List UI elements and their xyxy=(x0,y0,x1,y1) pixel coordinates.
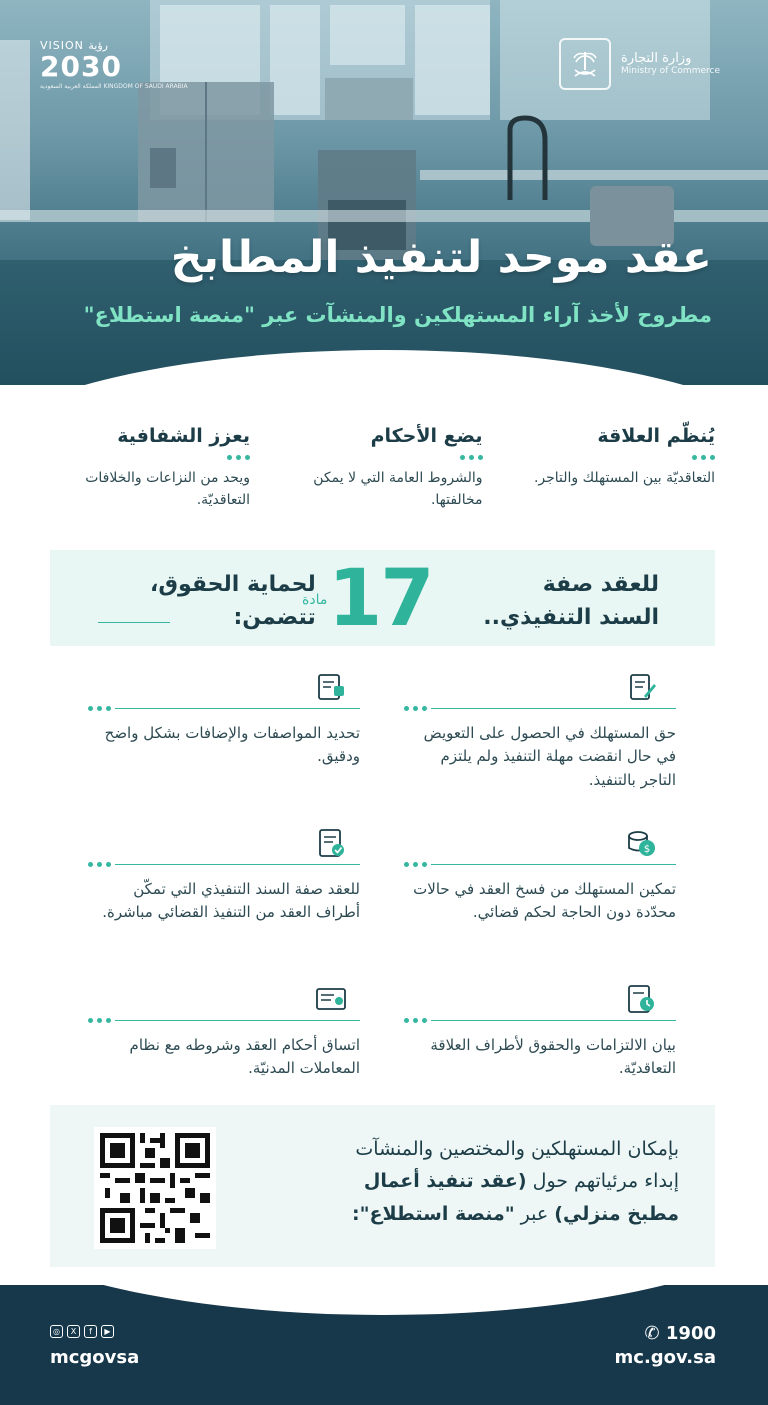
website-link[interactable]: mc.gov.sa xyxy=(614,1347,716,1368)
ministry-name-ar: وزارة التجارة xyxy=(621,50,692,66)
dotted-divider xyxy=(50,455,250,460)
feature-rules xyxy=(283,425,483,525)
feature-transparency xyxy=(50,425,250,525)
dotted-divider xyxy=(88,706,360,711)
dotted-divider xyxy=(404,1018,676,1023)
articles-banner xyxy=(50,550,715,646)
item-text: اتساق أحكام العقد وشروطه مع نظام المعاملات المدنيّة. xyxy=(129,1036,360,1078)
page-subtitle: مطروح لأخذ آراء المستهلكين والمنشآت عبر "منصة استطلاع" xyxy=(83,303,712,327)
qr-code-icon xyxy=(100,1133,210,1243)
money-coins-icon xyxy=(624,826,658,860)
item-text: تمكين المستهلك من فسخ العقد في حالات محدّدة دون الحاجة لحكم قضائي. xyxy=(413,880,676,922)
vision-2030-logo xyxy=(40,40,188,90)
footer xyxy=(0,1285,768,1405)
instagram-icon[interactable]: ◎ xyxy=(50,1325,63,1338)
svg-text:$: $ xyxy=(643,844,651,855)
x-icon[interactable]: X xyxy=(67,1325,80,1338)
feature-title: يضع الأحكام xyxy=(370,425,483,447)
document-pen-icon xyxy=(624,670,658,704)
item-text: حق المستهلك في الحصول على التعويض في حال انقضت مهلة التنفيذ ولم يلتزم التاجر بالتنفيذ. xyxy=(423,724,676,789)
feature-text: والشروط العامة التي لا يمكن مخالفتها. xyxy=(313,470,483,508)
feature-title: يعزز الشفافية xyxy=(117,425,250,447)
banner-right-text: للعقد صفة السند التنفيذي.. xyxy=(483,572,659,630)
document-check-icon xyxy=(314,826,348,860)
banner-left-text: لحماية الحقوق، تتضمن: xyxy=(150,572,316,630)
dotted-divider xyxy=(404,706,676,711)
feature-relationship xyxy=(515,425,715,525)
vision-kingdom: المملكة العربية السعودية KINGDOM OF SAUDI ARABIA xyxy=(40,83,188,90)
vision-label: VISION رؤية xyxy=(40,39,108,52)
item-text: بيان الالتزامات والحقوق لأطراف العلاقة التعاقديّة. xyxy=(430,1036,676,1078)
item-text: تحديد المواصفات والإضافات بشكل واضح ودقيق. xyxy=(104,724,360,766)
palm-swords-emblem-icon xyxy=(559,38,611,90)
document-edit-icon xyxy=(314,670,348,704)
articles-unit: مادة xyxy=(302,592,328,608)
certificate-icon xyxy=(314,982,348,1016)
feature-text: التعاقديّة بين المستهلك والتاجر. xyxy=(533,470,715,486)
phone-icon: ✆ xyxy=(644,1323,666,1344)
ministry-of-commerce-logo xyxy=(559,38,720,90)
social-handle[interactable]: mcgovsa xyxy=(50,1347,140,1368)
page-title: عقد موحد لتنفيذ المطابخ xyxy=(170,232,712,283)
feature-text: ويحد من النزاعات والخلافات التعاقديّة. xyxy=(85,470,250,508)
dotted-divider xyxy=(88,862,360,867)
footer-top-curve xyxy=(0,1285,768,1315)
facebook-icon[interactable]: f xyxy=(84,1325,97,1338)
youtube-icon[interactable]: ▶ xyxy=(101,1325,114,1338)
dotted-divider xyxy=(88,1018,360,1023)
ministry-name-en: Ministry of Commerce xyxy=(621,66,720,77)
articles-count: 17 xyxy=(328,554,433,644)
banner-underline xyxy=(98,622,170,623)
dotted-divider xyxy=(283,455,483,460)
features-row xyxy=(50,425,715,525)
qr-code[interactable] xyxy=(94,1127,216,1249)
item-text: للعقد صفة السند التنفيذي التي تمكّن أطراف العقد من التنفيذ القضائي مباشرة. xyxy=(102,880,360,922)
survey-call-to-action xyxy=(50,1105,715,1267)
hero-banner xyxy=(0,0,768,385)
social-icons xyxy=(50,1325,114,1338)
cta-text: بإمكان المستهلكين والمختصين والمنشآت إبداء مرئياتهم حول (عقد تنفيذ أعمال مطبخ منزلي) عبر "منصة استطلاع": xyxy=(351,1138,679,1225)
dotted-divider xyxy=(404,862,676,867)
vision-year: 2030 xyxy=(40,50,122,83)
feature-title: يُنظّم العلاقة xyxy=(597,425,715,447)
phone-number[interactable]: ✆ 1900 xyxy=(644,1323,716,1344)
document-clock-icon xyxy=(624,982,658,1016)
dotted-divider xyxy=(515,455,715,460)
